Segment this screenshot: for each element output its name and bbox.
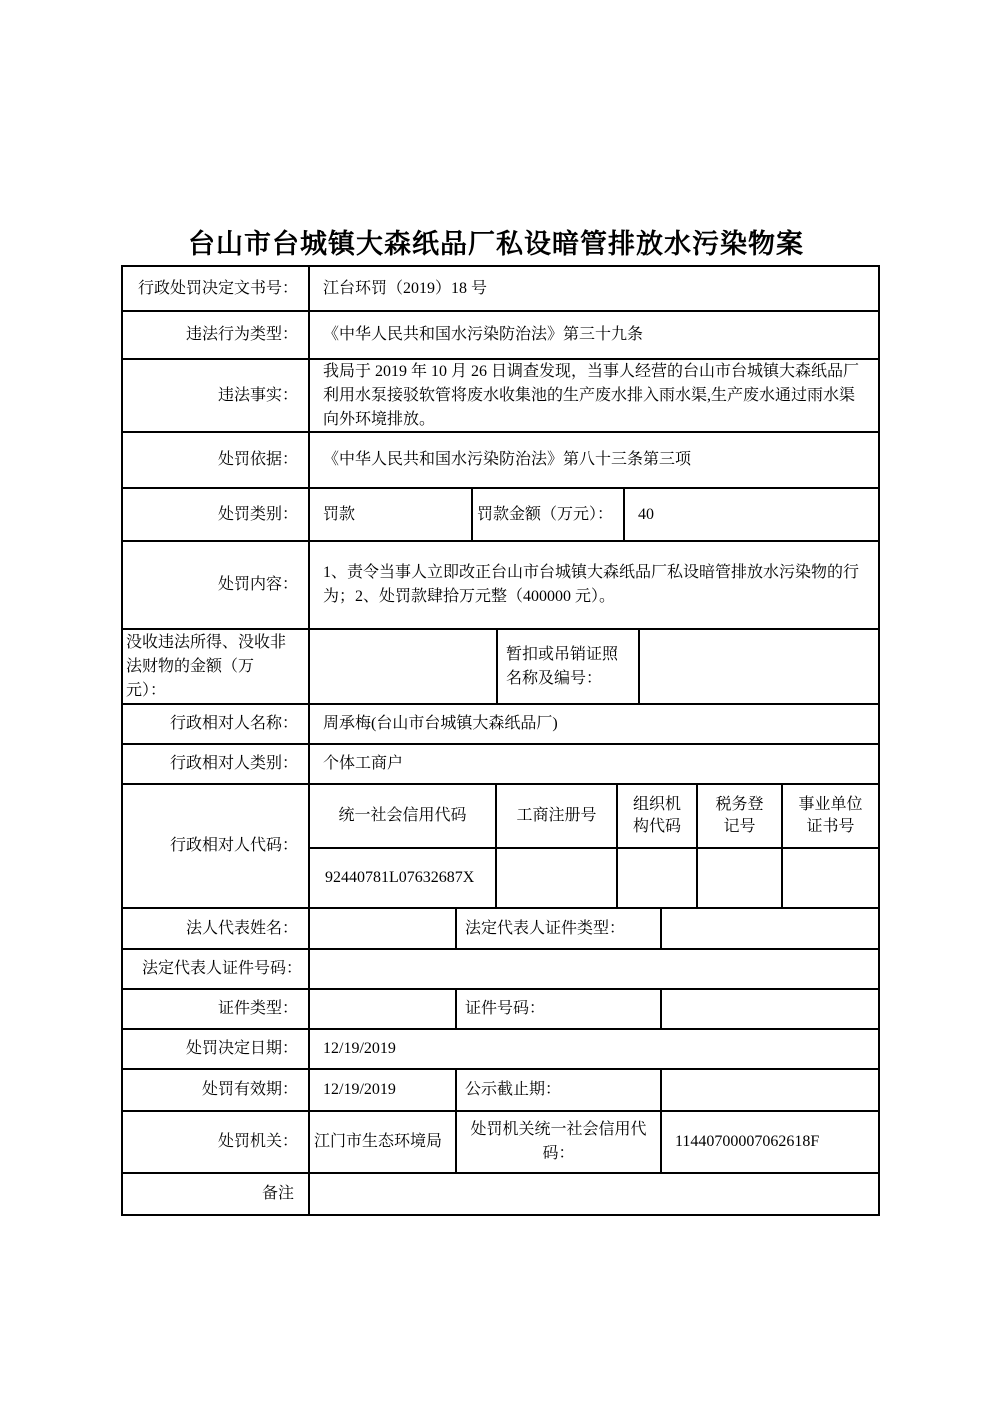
row-confiscation xyxy=(123,630,878,705)
penalty-basis-value: 《中华人民共和国水污染防治法》第八十三条第三项 xyxy=(323,451,692,468)
header-credit-code: 统一社会信用代码 xyxy=(310,785,497,847)
confiscation-label: 没收违法所得、没收非法财物的金额（万元）： xyxy=(123,630,310,703)
cert-type-value xyxy=(310,990,457,1028)
doc-no-value: 江台环罚（2019）18 号 xyxy=(323,279,488,297)
validity-value: 12/19/2019 xyxy=(310,1070,457,1110)
page-title: 台山市台城镇大森纸品厂私设暗管排放水污染物案 xyxy=(188,229,804,259)
row-authority xyxy=(123,1112,878,1174)
party-category-label: 行政相对人类别： xyxy=(123,745,310,783)
violation-type-value: 《中华人民共和国水污染防治法》第三十九条 xyxy=(323,326,644,343)
party-codes-label: 行政相对人代码： xyxy=(123,785,310,907)
confiscation-value xyxy=(310,630,498,703)
header-institution-cert-no: 事业单位证书号 xyxy=(798,795,863,835)
legal-rep-cert-no-value xyxy=(310,950,878,988)
publicity-deadline-value xyxy=(662,1070,878,1110)
row-cert-type xyxy=(123,990,878,1030)
row-decision-date xyxy=(123,1030,878,1070)
penalty-table xyxy=(121,265,880,1216)
row-remarks xyxy=(123,1174,878,1214)
row-party-codes xyxy=(123,785,878,909)
row-violation-facts xyxy=(123,360,878,433)
penalty-content-value: 1、责令当事人立即改正台山市台城镇大森纸品厂私设暗管排放水污染物的行为；2、处罚款肆拾万元整（400000 元）。 xyxy=(323,564,860,605)
header-business-reg-no: 工商注册号 xyxy=(497,785,618,847)
header-org-code: 组织机构代码 xyxy=(618,785,698,847)
remarks-value xyxy=(310,1174,878,1214)
penalty-basis-label: 处罚依据： xyxy=(123,433,310,487)
authority-code-value: 11440700007062618F xyxy=(675,1133,820,1150)
penalty-category-label: 处罚类别： xyxy=(123,489,310,540)
validity-label: 处罚有效期： xyxy=(123,1070,310,1110)
party-codes-value-row xyxy=(310,849,878,907)
violation-facts-label: 违法事实： xyxy=(123,360,310,431)
decision-date-value: 12/19/2019 xyxy=(323,1040,396,1057)
license-revoke-value xyxy=(640,630,878,703)
value-credit-code: 92440781L07632687X xyxy=(310,849,497,907)
row-doc-no xyxy=(123,267,878,312)
row-penalty-content xyxy=(123,542,878,630)
party-name-value: 周承梅(台山市台城镇大森纸品厂) xyxy=(323,715,558,732)
row-legal-rep-name xyxy=(123,909,878,950)
publicity-deadline-label: 公示截止期： xyxy=(457,1070,662,1110)
cert-no-label: 证件号码： xyxy=(457,990,662,1028)
value-institution-cert-no xyxy=(783,849,878,907)
cert-type-label: 证件类型： xyxy=(123,990,310,1028)
row-party-name xyxy=(123,705,878,745)
license-revoke-label: 暂扣或吊销证照名称及编号： xyxy=(498,630,640,703)
decision-date-label: 处罚决定日期： xyxy=(123,1030,310,1068)
party-name-label: 行政相对人名称： xyxy=(123,705,310,743)
row-party-category xyxy=(123,745,878,785)
row-violation-type xyxy=(123,312,878,360)
value-tax-reg-no xyxy=(698,849,783,907)
party-codes-subtable xyxy=(310,785,878,907)
value-business-reg-no xyxy=(497,849,618,907)
legal-rep-cert-type-label: 法定代表人证件类型： xyxy=(457,909,662,948)
violation-type-label: 违法行为类型： xyxy=(123,312,310,358)
header-tax-reg-no: 税务登记号 xyxy=(698,785,783,847)
legal-rep-cert-type-value xyxy=(662,909,878,948)
row-validity xyxy=(123,1070,878,1112)
legal-rep-name-label: 法人代表姓名： xyxy=(123,909,310,948)
authority-label: 处罚机关： xyxy=(123,1112,310,1172)
remarks-label: 备注 xyxy=(123,1174,310,1214)
doc-no-label: 行政处罚决定文书号： xyxy=(123,267,310,310)
row-penalty-basis xyxy=(123,433,878,489)
penalty-amount-value: 40 xyxy=(638,505,654,523)
value-org-code xyxy=(618,849,698,907)
authority-value: 江门市生态环境局 xyxy=(310,1112,457,1172)
party-category-value: 个体工商户 xyxy=(323,755,404,772)
authority-code-label: 处罚机关统一社会信用代码： xyxy=(457,1112,662,1172)
row-legal-rep-cert-no xyxy=(123,950,878,990)
penalty-amount-label: 罚款金额（万元）： xyxy=(473,489,625,540)
penalty-content-label: 处罚内容： xyxy=(123,542,310,628)
violation-facts-value: 我局于 2019 年 10 月 26 日调查发现，当事人经营的台山市台城镇大森纸品厂利用水泵接驳软管将废水收集池的生产废水排入雨水渠,生产废水通过雨水渠向外环境排放。 xyxy=(323,362,860,428)
legal-rep-name-value xyxy=(310,909,457,948)
party-codes-header-row xyxy=(310,785,878,849)
penalty-category-value: 罚款 xyxy=(310,489,473,540)
cert-no-value xyxy=(662,990,878,1028)
legal-rep-cert-no-label: 法定代表人证件号码： xyxy=(123,950,310,988)
row-penalty-category xyxy=(123,489,878,542)
